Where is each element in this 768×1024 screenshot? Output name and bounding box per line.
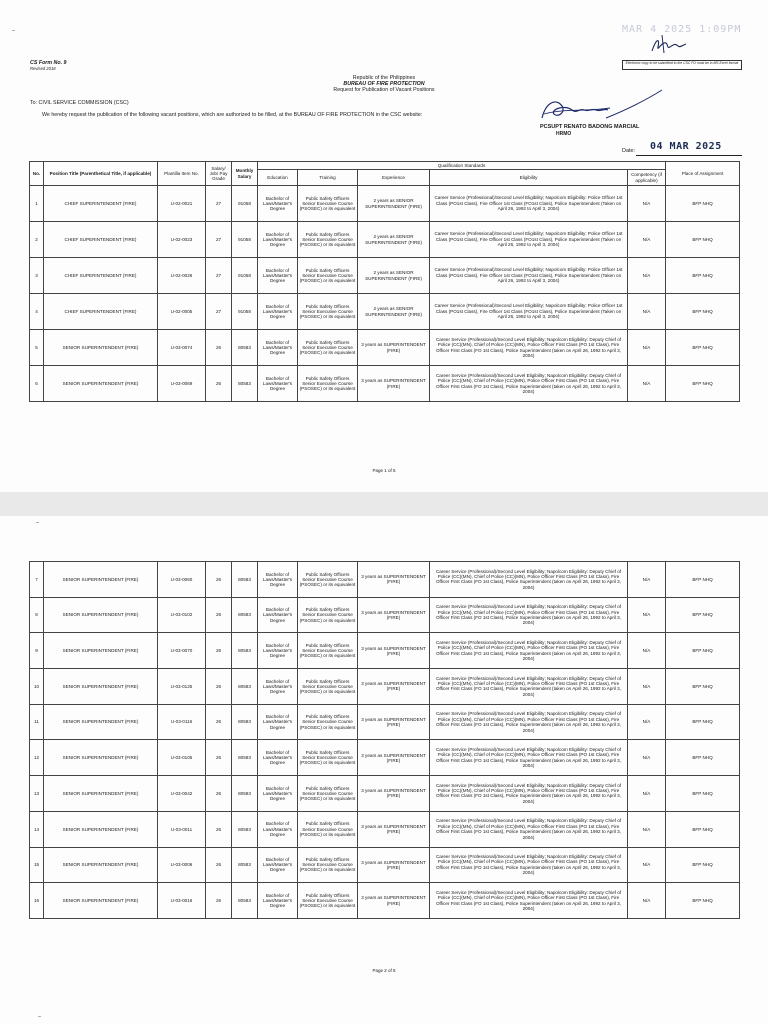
scan-speck bbox=[12, 30, 15, 31]
col-header-place: Place of Assignment bbox=[666, 162, 740, 186]
table-row bbox=[30, 366, 740, 402]
cell-education: Bachelor of Laws/Master's Degree bbox=[258, 740, 298, 776]
table-row bbox=[30, 811, 740, 847]
cell-education: Bachelor of Laws/Master's Degree bbox=[258, 776, 298, 812]
table-row bbox=[30, 847, 740, 883]
request-title: Request for Publication of Vacant Positions bbox=[333, 87, 435, 93]
cell-salary-grade: 26 bbox=[206, 847, 232, 883]
cell-salary-grade: 26 bbox=[206, 811, 232, 847]
signatory-name: PCSUPT RENATO BADONG MARCIAL bbox=[540, 124, 640, 130]
cell-plantilla-item: U-02-0023 bbox=[158, 222, 206, 258]
signatory-title: HRMO bbox=[556, 131, 572, 137]
table-body-page-2 bbox=[30, 562, 740, 919]
scan-speck bbox=[38, 1016, 41, 1017]
cell-salary-grade: 26 bbox=[206, 597, 232, 633]
col-header-education: Education bbox=[258, 170, 298, 186]
cell-row-number: 12 bbox=[30, 740, 44, 776]
cell-place-of-assignment: BFP NHQ bbox=[666, 811, 740, 847]
cell-competency: N/A bbox=[628, 704, 666, 740]
cell-position-title: SENIOR SUPERINTENDENT (FIRE) bbox=[44, 776, 158, 812]
table-row bbox=[30, 258, 740, 294]
cell-row-number: 7 bbox=[30, 562, 44, 598]
cell-experience: 3 years as SUPERINTENDENT (FIRE) bbox=[358, 366, 430, 402]
cell-competency: N/A bbox=[628, 669, 666, 705]
cell-row-number: 2 bbox=[30, 222, 44, 258]
cell-place-of-assignment: BFP NHQ bbox=[666, 740, 740, 776]
cell-monthly-salary: 80583 bbox=[232, 740, 258, 776]
table-row bbox=[30, 776, 740, 812]
cell-salary-grade: 26 bbox=[206, 669, 232, 705]
cell-competency: N/A bbox=[628, 847, 666, 883]
cell-salary-grade: 26 bbox=[206, 883, 232, 919]
cell-competency: N/A bbox=[628, 258, 666, 294]
cell-competency: N/A bbox=[628, 222, 666, 258]
cell-competency: N/A bbox=[628, 330, 666, 366]
page-number-1: Page 1 of 5 bbox=[372, 468, 396, 473]
cell-eligibility: Career Service (Professional)/Second Level Eligibility; Napolcom Eligibility: Deputy Chief of Police (CC)(MN), Chief of Police (CC)(MN), Police Officer First Class (PO 1st Class), Fire Officer First Class (FO 1st Class), Police Superintendent (taken on April 26, 1992 to April 3, 2004) bbox=[430, 811, 628, 847]
cell-position-title: CHIEF SUPERINTENDENT (FIRE) bbox=[44, 294, 158, 330]
cell-row-number: 10 bbox=[30, 669, 44, 705]
cell-experience: 3 years as SUPERINTENDENT (FIRE) bbox=[358, 811, 430, 847]
cell-eligibility: Career Service (Professional)/Second Level Eligibility; Napolcom Eligibility: Deputy Chief of Police (CC)(MN), Chief of Police (CC)(MN), Police Officer First Class (PO 1st Class), Fire Officer First Class (FO 1st Class), Police Superintendent (taken on April 26, 1992 to April 3, 2004) bbox=[430, 597, 628, 633]
col-header-eligibility: Eligibility bbox=[430, 170, 628, 186]
cell-training: Public Safety Officers Senior Executive Course (PSOSEC) or its equivalent bbox=[298, 597, 358, 633]
date-label: Date: bbox=[622, 148, 636, 154]
cell-monthly-salary: 80583 bbox=[232, 330, 258, 366]
cell-eligibility: Career Service (Professional)/Second Level Eligibility; Napolcom Eligibility: Police Officer 1st Class (PO1st Class), Fire Officer 1st Class (FO1st Class), Police Superintendent (Taken on April 26, 1992 to April 3, 2004) bbox=[430, 258, 628, 294]
cell-training: Public Safety Officers Senior Executive Course (PSOSEC) or its equivalent bbox=[298, 669, 358, 705]
cell-plantilla-item: U-03-0125 bbox=[158, 669, 206, 705]
cell-education: Bachelor of Laws/Master's Degree bbox=[258, 883, 298, 919]
cell-place-of-assignment: BFP NHQ bbox=[666, 704, 740, 740]
hrmo-signature-icon bbox=[536, 88, 666, 128]
form-revision: Revised 2018 bbox=[30, 66, 56, 71]
cell-place-of-assignment: BFP NHQ bbox=[666, 562, 740, 598]
cell-experience: 3 years as SUPERINTENDENT (FIRE) bbox=[358, 597, 430, 633]
cell-place-of-assignment: BFP NHQ bbox=[666, 366, 740, 402]
cell-experience: 3 years as SUPERINTENDENT (FIRE) bbox=[358, 633, 430, 669]
col-header-competency: Competency (if applicable) bbox=[628, 170, 666, 186]
cell-salary-grade: 27 bbox=[206, 186, 232, 222]
cell-monthly-salary: 80583 bbox=[232, 704, 258, 740]
cell-experience: 3 years as SUPERINTENDENT (FIRE) bbox=[358, 883, 430, 919]
received-stamp: MAR 4 2025 1:09PM bbox=[622, 24, 742, 35]
table-row bbox=[30, 562, 740, 598]
cell-eligibility: Career Service (Professional)/Second Level Eligibility; Napolcom Eligibility: Police Officer 1st Class (PO1st Class), Fire Officer 1st Class (FO1st Class), Police Superintendent (Taken on April 26, 1992 to April 3, 2004) bbox=[430, 186, 628, 222]
cell-plantilla-item: U-02-0005 bbox=[158, 294, 206, 330]
cell-education: Bachelor of Laws/Master's Degree bbox=[258, 811, 298, 847]
document-page-1 bbox=[0, 0, 768, 492]
cell-row-number: 5 bbox=[30, 330, 44, 366]
cell-experience: 2 years as SENIOR SUPERINTENDENT (FIRE) bbox=[358, 258, 430, 294]
col-header-qualification-standards: Qualification Standards bbox=[258, 162, 666, 170]
cell-position-title: SENIOR SUPERINTENDENT (FIRE) bbox=[44, 704, 158, 740]
cell-competency: N/A bbox=[628, 740, 666, 776]
table-header-row bbox=[30, 162, 740, 170]
cell-education: Bachelor of Laws/Master's Degree bbox=[258, 704, 298, 740]
cell-position-title: CHIEF SUPERINTENDENT (FIRE) bbox=[44, 222, 158, 258]
cell-position-title: SENIOR SUPERINTENDENT (FIRE) bbox=[44, 847, 158, 883]
cell-position-title: SENIOR SUPERINTENDENT (FIRE) bbox=[44, 330, 158, 366]
table-body-page-1 bbox=[30, 186, 740, 402]
cell-row-number: 15 bbox=[30, 847, 44, 883]
cell-monthly-salary: 80583 bbox=[232, 633, 258, 669]
initials-signature-icon bbox=[648, 33, 690, 55]
cell-place-of-assignment: BFP NHQ bbox=[666, 186, 740, 222]
cell-training: Public Safety Officers Senior Executive Course (PSOSEC) or its equivalent bbox=[298, 330, 358, 366]
cell-place-of-assignment: BFP NHQ bbox=[666, 222, 740, 258]
table-row bbox=[30, 669, 740, 705]
cell-training: Public Safety Officers Senior Executive Course (PSOSEC) or its equivalent bbox=[298, 847, 358, 883]
cell-place-of-assignment: BFP NHQ bbox=[666, 330, 740, 366]
cell-plantilla-item: U-03-0070 bbox=[158, 633, 206, 669]
cell-salary-grade: 26 bbox=[206, 330, 232, 366]
cell-competency: N/A bbox=[628, 633, 666, 669]
cell-plantilla-item: U-03-0105 bbox=[158, 740, 206, 776]
table-row bbox=[30, 704, 740, 740]
cell-eligibility: Career Service (Professional)/Second Level Eligibility; Napolcom Eligibility: Deputy Chief of Police (CC)(MN), Chief of Police (CC)(MN), Police Officer First Class (PO 1st Class), Fire Officer First Class (FO 1st Class), Police Superintendent (taken on April 26, 1992 to April 3, 2004) bbox=[430, 704, 628, 740]
cell-education: Bachelor of Laws/Master's Degree bbox=[258, 633, 298, 669]
form-number: CS Form No. 9 bbox=[30, 60, 67, 66]
page-separator bbox=[0, 492, 768, 516]
cell-salary-grade: 26 bbox=[206, 366, 232, 402]
cell-training: Public Safety Officers Senior Executive Course (PSOSEC) or its equivalent bbox=[298, 222, 358, 258]
cell-row-number: 6 bbox=[30, 366, 44, 402]
cell-eligibility: Career Service (Professional)/Second Level Eligibility; Napolcom Eligibility: Deputy Chief of Police (CC)(MN), Chief of Police (CC)(MN), Police Officer First Class (PO 1st Class), Fire Officer First Class (FO 1st Class), Police Superintendent (taken on April 26, 1992 to April 3, 2004) bbox=[430, 366, 628, 402]
cell-position-title: SENIOR SUPERINTENDENT (FIRE) bbox=[44, 597, 158, 633]
cell-competency: N/A bbox=[628, 186, 666, 222]
cell-competency: N/A bbox=[628, 776, 666, 812]
cell-eligibility: Career Service (Professional)/Second Level Eligibility; Napolcom Eligibility: Deputy Chief of Police (CC)(MN), Chief of Police (CC)(MN), Police Officer First Class (PO 1st Class), Fire Officer First Class (FO 1st Class), Police Superintendent (taken on April 26, 1992 to April 3, 2004) bbox=[430, 847, 628, 883]
cell-monthly-salary: 80583 bbox=[232, 811, 258, 847]
cell-monthly-salary: 91058 bbox=[232, 258, 258, 294]
date-stamp: 04 MAR 2025 bbox=[650, 141, 722, 152]
cell-education: Bachelor of Laws/Master's Degree bbox=[258, 330, 298, 366]
page-number-2: Page 2 of 5 bbox=[372, 968, 396, 973]
cell-salary-grade: 26 bbox=[206, 776, 232, 812]
cell-monthly-salary: 80583 bbox=[232, 597, 258, 633]
cell-position-title: SENIOR SUPERINTENDENT (FIRE) bbox=[44, 562, 158, 598]
cell-eligibility: Career Service (Professional)/Second Level Eligibility; Napolcom Eligibility: Deputy Chief of Police (CC)(MN), Chief of Police (CC)(MN), Police Officer First Class (PO 1st Class), Fire Officer First Class (FO 1st Class), Police Superintendent (taken on April 26, 1992 to April 3, 2004) bbox=[430, 669, 628, 705]
cell-eligibility: Career Service (Professional)/Second Level Eligibility; Napolcom Eligibility: Police Officer 1st Class (PO1st Class), Fire Officer 1st Class (FO1st Class), Police Superintendent (Taken on April 26, 1992 to April 3, 2004) bbox=[430, 222, 628, 258]
cell-education: Bachelor of Laws/Master's Degree bbox=[258, 294, 298, 330]
cell-education: Bachelor of Laws/Master's Degree bbox=[258, 186, 298, 222]
table-row bbox=[30, 186, 740, 222]
cell-experience: 3 years as SUPERINTENDENT (FIRE) bbox=[358, 776, 430, 812]
cell-plantilla-item: U-02-0021 bbox=[158, 186, 206, 222]
cell-education: Bachelor of Laws/Master's Degree bbox=[258, 597, 298, 633]
table-row bbox=[30, 883, 740, 919]
cell-experience: 3 years as SUPERINTENDENT (FIRE) bbox=[358, 740, 430, 776]
cell-experience: 2 years as SENIOR SUPERINTENDENT (FIRE) bbox=[358, 294, 430, 330]
cell-position-title: SENIOR SUPERINTENDENT (FIRE) bbox=[44, 669, 158, 705]
cell-monthly-salary: 91058 bbox=[232, 222, 258, 258]
addressee: To: CIVIL SERVICE COMMISSION (CSC) bbox=[30, 100, 129, 106]
cell-monthly-salary: 80583 bbox=[232, 562, 258, 598]
cell-experience: 2 years as SENIOR SUPERINTENDENT (FIRE) bbox=[358, 222, 430, 258]
cell-row-number: 14 bbox=[30, 811, 44, 847]
cell-place-of-assignment: BFP NHQ bbox=[666, 294, 740, 330]
cell-plantilla-item: U-03-0074 bbox=[158, 330, 206, 366]
cell-row-number: 8 bbox=[30, 597, 44, 633]
scan-speck bbox=[36, 522, 39, 523]
cell-position-title: SENIOR SUPERINTENDENT (FIRE) bbox=[44, 811, 158, 847]
cell-eligibility: Career Service (Professional)/Second Level Eligibility; Napolcom Eligibility: Deputy Chief of Police (CC)(MN), Chief of Police (CC)(MN), Police Officer First Class (PO 1st Class), Fire Officer First Class (FO 1st Class), Police Superintendent (taken on April 26, 1992 to April 3, 2004) bbox=[430, 330, 628, 366]
cell-position-title: CHIEF SUPERINTENDENT (FIRE) bbox=[44, 186, 158, 222]
cell-position-title: SENIOR SUPERINTENDENT (FIRE) bbox=[44, 633, 158, 669]
request-text: We hereby request the publication of the following vacant positions, which are authorized to be filled, at the BUREAU OF FIRE PROTECTION in the CSC website: bbox=[42, 112, 423, 118]
col-header-plantilla: Plantilla Item No. bbox=[158, 162, 206, 186]
cell-education: Bachelor of Laws/Master's Degree bbox=[258, 222, 298, 258]
republic-heading: Republic of the Philippines bbox=[352, 75, 416, 81]
col-header-salary-grade: Salary/ Job/ Pay Grade bbox=[206, 162, 232, 186]
cell-place-of-assignment: BFP NHQ bbox=[666, 847, 740, 883]
cell-training: Public Safety Officers Senior Executive Course (PSOSEC) or its equivalent bbox=[298, 366, 358, 402]
cell-row-number: 13 bbox=[30, 776, 44, 812]
cell-place-of-assignment: BFP NHQ bbox=[666, 597, 740, 633]
cell-plantilla-item: U-02-0026 bbox=[158, 258, 206, 294]
cell-competency: N/A bbox=[628, 811, 666, 847]
table-row bbox=[30, 330, 740, 366]
cell-place-of-assignment: BFP NHQ bbox=[666, 776, 740, 812]
cell-position-title: SENIOR SUPERINTENDENT (FIRE) bbox=[44, 883, 158, 919]
cell-salary-grade: 27 bbox=[206, 222, 232, 258]
cell-salary-grade: 26 bbox=[206, 633, 232, 669]
cell-row-number: 9 bbox=[30, 633, 44, 669]
cell-salary-grade: 26 bbox=[206, 704, 232, 740]
cell-experience: 3 years as SUPERINTENDENT (FIRE) bbox=[358, 669, 430, 705]
agency-heading: BUREAU OF FIRE PROTECTION bbox=[343, 81, 425, 87]
cell-training: Public Safety Officers Senior Executive Course (PSOSEC) or its equivalent bbox=[298, 883, 358, 919]
vacant-positions-table-continued bbox=[29, 561, 740, 919]
cell-monthly-salary: 80583 bbox=[232, 776, 258, 812]
cell-salary-grade: 27 bbox=[206, 258, 232, 294]
table-row bbox=[30, 633, 740, 669]
cell-plantilla-item: U-03-0006 bbox=[158, 847, 206, 883]
cell-salary-grade: 26 bbox=[206, 740, 232, 776]
table-row bbox=[30, 294, 740, 330]
cell-competency: N/A bbox=[628, 597, 666, 633]
cell-row-number: 1 bbox=[30, 186, 44, 222]
cell-position-title: SENIOR SUPERINTENDENT (FIRE) bbox=[44, 366, 158, 402]
cell-training: Public Safety Officers Senior Executive Course (PSOSEC) or its equivalent bbox=[298, 776, 358, 812]
date-underline bbox=[636, 155, 742, 156]
cell-education: Bachelor of Laws/Master's Degree bbox=[258, 258, 298, 294]
cell-salary-grade: 26 bbox=[206, 562, 232, 598]
cell-eligibility: Career Service (Professional)/Second Level Eligibility; Napolcom Eligibility: Deputy Chief of Police (CC)(MN), Chief of Police (CC)(MN), Police Officer First Class (PO 1st Class), Fire Officer First Class (FO 1st Class), Police Superintendent (taken on April 26, 1992 to April 3, 2004) bbox=[430, 776, 628, 812]
cell-eligibility: Career Service (Professional)/Second Level Eligibility; Napolcom Eligibility: Police Officer 1st Class (PO1st Class), Fire Officer 1st Class (FO1st Class), Police Superintendent (Taken on April 26, 1992 to April 3, 2004) bbox=[430, 294, 628, 330]
cell-training: Public Safety Officers Senior Executive Course (PSOSEC) or its equivalent bbox=[298, 186, 358, 222]
col-header-monthly-salary: Monthly Salary bbox=[232, 162, 258, 186]
cell-row-number: 3 bbox=[30, 258, 44, 294]
cell-eligibility: Career Service (Professional)/Second Level Eligibility; Napolcom Eligibility: Deputy Chief of Police (CC)(MN), Chief of Police (CC)(MN), Police Officer First Class (PO 1st Class), Fire Officer First Class (FO 1st Class), Police Superintendent (taken on April 26, 1992 to April 3, 2004) bbox=[430, 562, 628, 598]
cell-eligibility: Career Service (Professional)/Second Level Eligibility; Napolcom Eligibility: Deputy Chief of Police (CC)(MN), Chief of Police (CC)(MN), Police Officer First Class (PO 1st Class), Fire Officer First Class (FO 1st Class), Police Superintendent (taken on April 26, 1992 to April 3, 2004) bbox=[430, 633, 628, 669]
cell-education: Bachelor of Laws/Master's Degree bbox=[258, 847, 298, 883]
table-row bbox=[30, 597, 740, 633]
cell-plantilla-item: U-03-0116 bbox=[158, 704, 206, 740]
cell-row-number: 16 bbox=[30, 883, 44, 919]
document-page-2 bbox=[0, 516, 768, 1024]
cell-competency: N/A bbox=[628, 366, 666, 402]
cell-competency: N/A bbox=[628, 562, 666, 598]
cell-education: Bachelor of Laws/Master's Degree bbox=[258, 669, 298, 705]
cell-experience: 3 years as SUPERINTENDENT (FIRE) bbox=[358, 847, 430, 883]
cell-experience: 2 years as SENIOR SUPERINTENDENT (FIRE) bbox=[358, 186, 430, 222]
cell-training: Public Safety Officers Senior Executive Course (PSOSEC) or its equivalent bbox=[298, 811, 358, 847]
cell-monthly-salary: 80583 bbox=[232, 883, 258, 919]
cell-monthly-salary: 80583 bbox=[232, 669, 258, 705]
cell-monthly-salary: 91058 bbox=[232, 294, 258, 330]
table-row bbox=[30, 740, 740, 776]
cell-eligibility: Career Service (Professional)/Second Level Eligibility; Napolcom Eligibility: Deputy Chief of Police (CC)(MN), Chief of Police (CC)(MN), Police Officer First Class (PO 1st Class), Fire Officer First Class (FO 1st Class), Police Superintendent (taken on April 26, 1992 to April 3, 2004) bbox=[430, 740, 628, 776]
cell-position-title: SENIOR SUPERINTENDENT (FIRE) bbox=[44, 740, 158, 776]
cell-plantilla-item: U-03-0102 bbox=[158, 597, 206, 633]
cell-education: Bachelor of Laws/Master's Degree bbox=[258, 366, 298, 402]
col-header-no: No. bbox=[30, 162, 44, 186]
cell-place-of-assignment: BFP NHQ bbox=[666, 258, 740, 294]
cell-training: Public Safety Officers Senior Executive Course (PSOSEC) or its equivalent bbox=[298, 740, 358, 776]
cell-row-number: 11 bbox=[30, 704, 44, 740]
electronic-copy-note: Electronic copy to be submitted to the CSC FO must be in MS Excel format bbox=[622, 60, 742, 70]
cell-experience: 3 years as SUPERINTENDENT (FIRE) bbox=[358, 704, 430, 740]
cell-experience: 3 years as SUPERINTENDENT (FIRE) bbox=[358, 330, 430, 366]
col-header-position-title: Position Title (Parenthetical Title, if applicable) bbox=[44, 162, 158, 186]
cell-plantilla-item: U-03-0042 bbox=[158, 776, 206, 812]
table-row bbox=[30, 222, 740, 258]
cell-monthly-salary: 80583 bbox=[232, 366, 258, 402]
cell-plantilla-item: U-03-0069 bbox=[158, 366, 206, 402]
cell-row-number: 4 bbox=[30, 294, 44, 330]
col-header-training: Training bbox=[298, 170, 358, 186]
cell-competency: N/A bbox=[628, 294, 666, 330]
cell-monthly-salary: 80583 bbox=[232, 847, 258, 883]
cell-eligibility: Career Service (Professional)/Second Level Eligibility; Napolcom Eligibility: Deputy Chief of Police (CC)(MN), Chief of Police (CC)(MN), Police Officer First Class (PO 1st Class), Fire Officer First Class (FO 1st Class), Police Superintendent (taken on April 26, 1992 to April 3, 2004) bbox=[430, 883, 628, 919]
cell-education: Bachelor of Laws/Master's Degree bbox=[258, 562, 298, 598]
cell-training: Public Safety Officers Senior Executive Course (PSOSEC) or its equivalent bbox=[298, 704, 358, 740]
cell-place-of-assignment: BFP NHQ bbox=[666, 883, 740, 919]
cell-plantilla-item: U-03-0060 bbox=[158, 562, 206, 598]
col-header-experience: Experience bbox=[358, 170, 430, 186]
cell-training: Public Safety Officers Senior Executive Course (PSOSEC) or its equivalent bbox=[298, 633, 358, 669]
cell-training: Public Safety Officers Senior Executive Course (PSOSEC) or its equivalent bbox=[298, 258, 358, 294]
cell-monthly-salary: 91058 bbox=[232, 186, 258, 222]
cell-position-title: CHIEF SUPERINTENDENT (FIRE) bbox=[44, 258, 158, 294]
cell-plantilla-item: U-03-0011 bbox=[158, 811, 206, 847]
cell-training: Public Safety Officers Senior Executive Course (PSOSEC) or its equivalent bbox=[298, 294, 358, 330]
cell-plantilla-item: U-03-0016 bbox=[158, 883, 206, 919]
cell-competency: N/A bbox=[628, 883, 666, 919]
vacant-positions-table bbox=[29, 161, 740, 402]
cell-salary-grade: 27 bbox=[206, 294, 232, 330]
cell-place-of-assignment: BFP NHQ bbox=[666, 633, 740, 669]
cell-experience: 3 years as SUPERINTENDENT (FIRE) bbox=[358, 562, 430, 598]
cell-training: Public Safety Officers Senior Executive Course (PSOSEC) or its equivalent bbox=[298, 562, 358, 598]
cell-place-of-assignment: BFP NHQ bbox=[666, 669, 740, 705]
